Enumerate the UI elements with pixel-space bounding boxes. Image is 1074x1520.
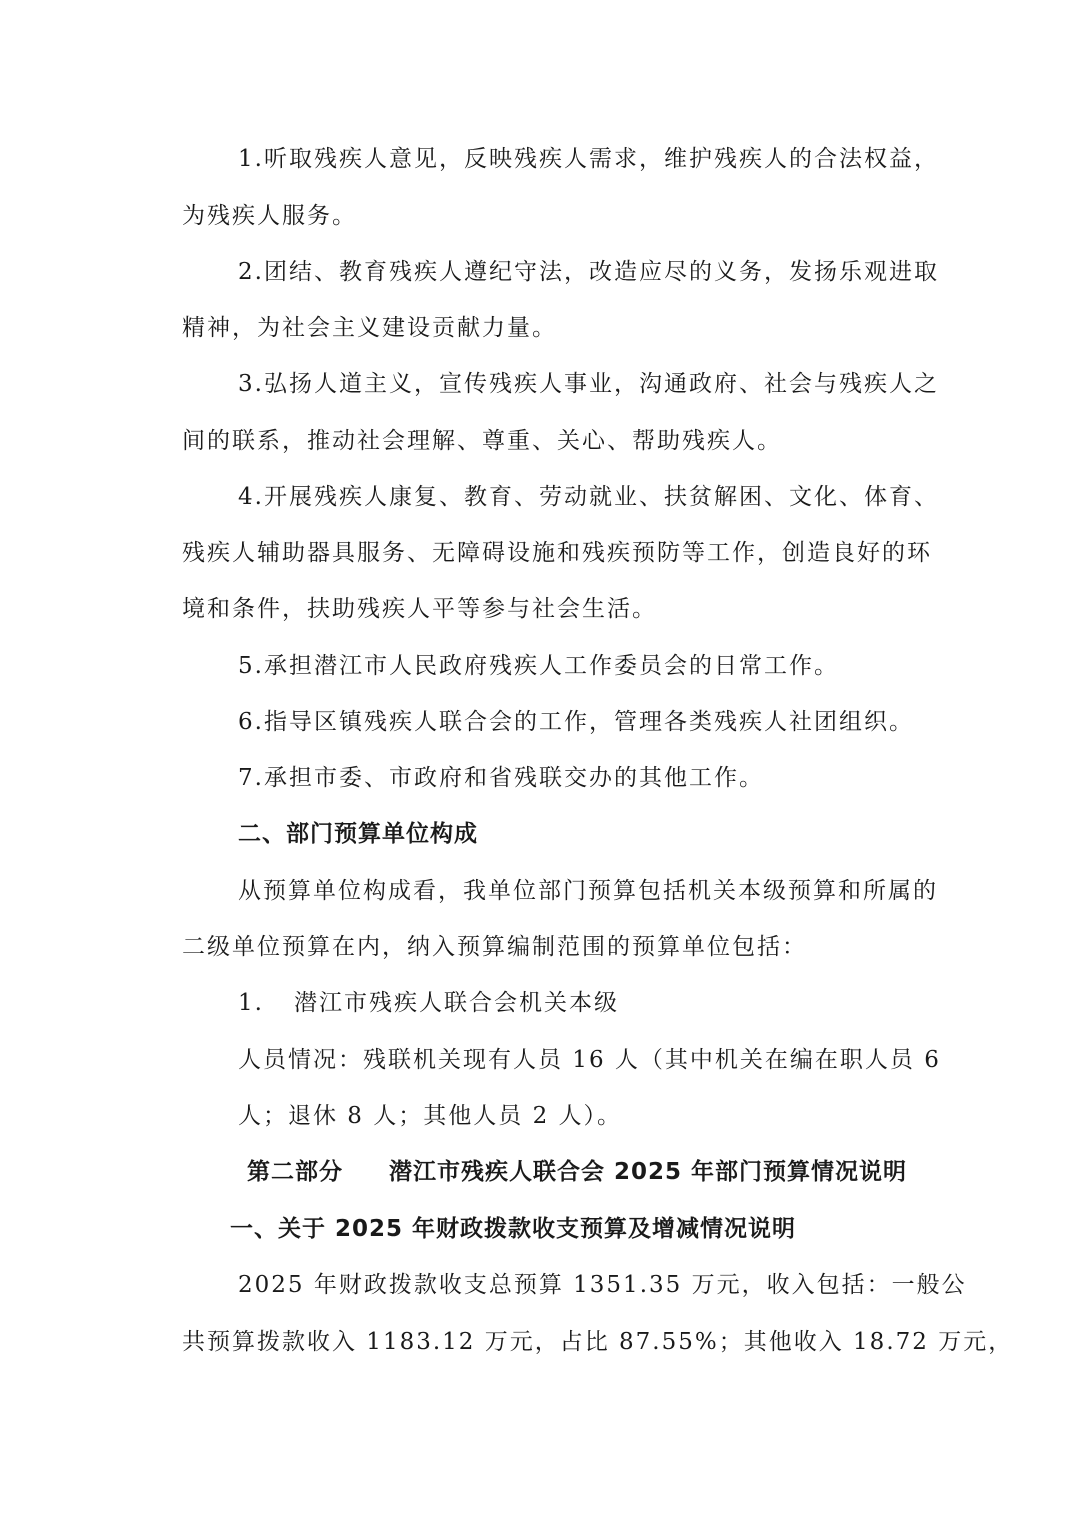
unit-item-number: 1. — [238, 990, 264, 1016]
budget-line-1: 2025 年财政拨款收支总预算 1351.35 万元，收入包括：一般公 — [238, 1272, 967, 1298]
duty-7: 7.承担市委、市政府和省残联交办的其他工作。 — [238, 765, 764, 791]
part-2-sub-heading: 一、关于 2025 年财政拨款收支预算及增减情况说明 — [230, 1216, 797, 1242]
duty-2-line-2: 精神，为社会主义建设贡献力量。 — [182, 315, 557, 341]
duty-3-line-1: 3.弘扬人道主义，宣传残疾人事业，沟通政府、社会与残疾人之 — [238, 371, 939, 397]
staff-line-2: 人；退休 8 人；其他人员 2 人）。 — [238, 1103, 623, 1129]
budget-line-2: 共预算拨款收入 1183.12 万元，占比 87.55%；其他收入 18.72 万元， — [182, 1329, 1014, 1355]
duty-2-line-1: 2.团结、教育残疾人遵纪守法，改造应尽的义务，发扬乐观进取 — [238, 259, 939, 285]
unit-item — [238, 987, 912, 1019]
staff-line-1: 人员情况：残联机关现有人员 16 人（其中机关在编在职人员 6 — [238, 1047, 941, 1073]
duty-1-line-1: 1.听取残疾人意见，反映残疾人需求，维护残疾人的合法权益， — [238, 146, 939, 172]
duty-6: 6.指导区镇残疾人联合会的工作，管理各类残疾人社团组织。 — [238, 709, 914, 735]
part-2-label: 第二部分 — [247, 1159, 343, 1185]
section-2-heading: 二、部门预算单位构成 — [238, 821, 478, 847]
section-2-paragraph-line-2: 二级单位预算在内，纳入预算编制范围的预算单位包括： — [182, 934, 807, 960]
duty-4-line-1: 4.开展残疾人康复、教育、劳动就业、扶贫解困、文化、体育、 — [238, 484, 939, 510]
duty-5: 5.承担潜江市人民政府残疾人工作委员会的日常工作。 — [238, 653, 839, 679]
duty-4-line-3: 境和条件，扶助残疾人平等参与社会生活。 — [182, 596, 657, 622]
unit-item-name: 潜江市残疾人联合会机关本级 — [293, 990, 619, 1016]
duty-3-line-2: 间的联系，推动社会理解、尊重、关心、帮助残疾人。 — [182, 428, 782, 454]
section-2-paragraph-line-1: 从预算单位构成看，我单位部门预算包括机关本级预算和所属的 — [238, 878, 938, 904]
part-2-title-line — [247, 1156, 907, 1188]
duty-1-line-2: 为残疾人服务。 — [182, 203, 357, 229]
part-2-title: 潜江市残疾人联合会 2025 年部门预算情况说明 — [389, 1159, 908, 1185]
duty-4-line-2: 残疾人辅助器具服务、无障碍设施和残疾预防等工作，创造良好的环 — [182, 540, 932, 566]
